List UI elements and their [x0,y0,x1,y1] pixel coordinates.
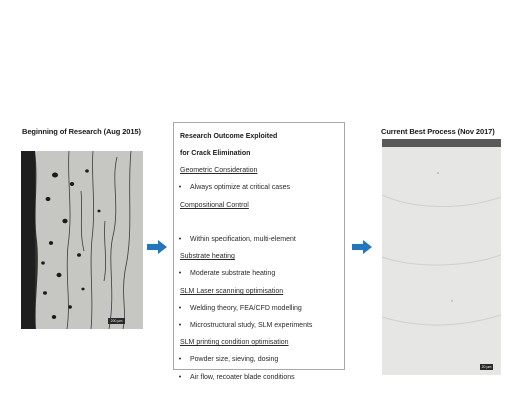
section-heading-printing-condition: SLM printing condition optimisation [180,339,289,346]
right-arrow-icon [147,240,167,254]
bullet-item: • Moderate substrate heating [176,270,275,277]
bullet-item: • Within specification, multi-element [176,236,296,243]
left-scale-bar: 200 µm [108,318,125,324]
outcome-title-line1: Research Outcome Exploited [180,133,278,140]
bullet-item: • Air flow, recoater blade conditions [176,374,295,381]
bullet-item: • Microstructural study, SLM experiments [176,322,312,329]
bullet-dot-icon: • [178,305,182,312]
right-panel-caption: Current Best Process (Nov 2017) [381,127,495,136]
bullet-dot-icon: • [178,270,182,277]
section-heading-substrate: Substrate heating [180,253,235,260]
right-scale-bar: 20 µm [481,365,492,369]
bullet-item: • Powder size, sieving, dosing [176,356,278,363]
section-heading-laser-scanning: SLM Laser scanning optimisation [180,288,284,295]
right-arrow-icon [352,240,372,254]
research-outcome-box [173,122,345,370]
bullet-dot-icon: • [178,356,182,363]
bullet-dot-icon: • [178,184,182,191]
final-micrograph [382,139,501,375]
outcome-title-line2: for Crack Elimination [180,150,251,157]
bullet-item: • Always optimize at critical cases [176,184,290,191]
bullet-dot-icon: • [178,322,182,329]
bullet-item: • Welding theory, FEA/CFD modelling [176,305,302,312]
bullet-dot-icon: • [178,236,182,243]
section-heading-compositional: Compositional Control [180,202,249,209]
initial-micrograph [21,151,143,329]
section-heading-geometric: Geometric Consideration [180,167,258,174]
left-panel-caption: Beginning of Research (Aug 2015) [22,127,141,136]
bullet-dot-icon: • [178,374,182,381]
